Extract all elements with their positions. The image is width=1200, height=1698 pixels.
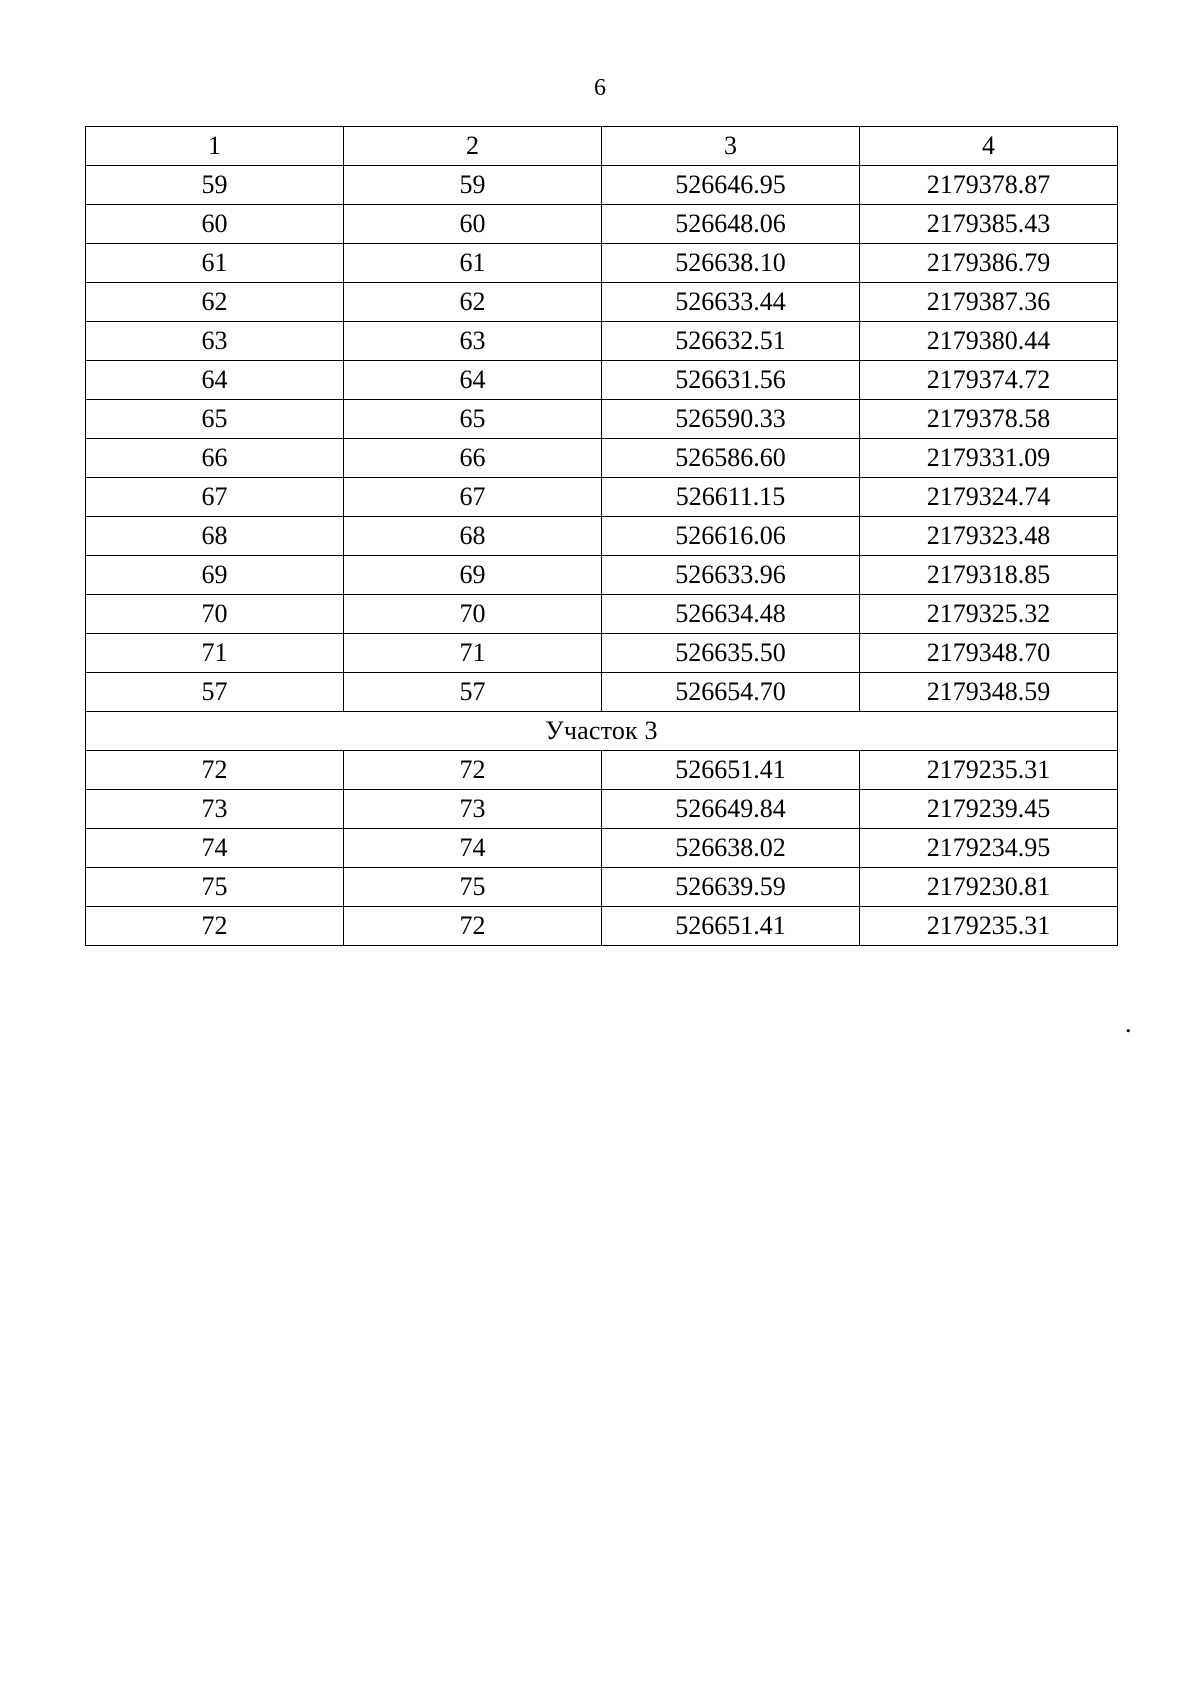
table-cell-col-1: 65 <box>86 400 344 439</box>
table-cell-col-2: 61 <box>344 244 602 283</box>
table-cell-col-2: 63 <box>344 322 602 361</box>
table-cell-col-4: 2179348.59 <box>860 673 1118 712</box>
table-row <box>86 478 1118 517</box>
table-row <box>86 907 1118 946</box>
table-cell-col-4: 2179323.48 <box>860 517 1118 556</box>
table-cell-col-4: 2179374.72 <box>860 361 1118 400</box>
table-cell-col-4: 2179331.09 <box>860 439 1118 478</box>
table-cell-col-3: 526639.59 <box>602 868 860 907</box>
table-cell-col-4: 2179230.81 <box>860 868 1118 907</box>
table-row <box>86 868 1118 907</box>
table-row <box>86 205 1118 244</box>
table-row <box>86 283 1118 322</box>
table-cell-col-3: 526638.10 <box>602 244 860 283</box>
table-cell-col-3: 526654.70 <box>602 673 860 712</box>
table-cell-col-2: 69 <box>344 556 602 595</box>
header-cell-4: 4 <box>860 127 1118 166</box>
table-cell-col-1: 73 <box>86 790 344 829</box>
table-cell-col-1: 64 <box>86 361 344 400</box>
table-cell-col-1: 59 <box>86 166 344 205</box>
table-cell-col-4: 2179324.74 <box>860 478 1118 517</box>
table-cell-col-1: 74 <box>86 829 344 868</box>
table-row <box>86 322 1118 361</box>
table-cell-col-4: 2179325.32 <box>860 595 1118 634</box>
table-cell-col-4: 2179235.31 <box>860 907 1118 946</box>
table-cell-col-1: 62 <box>86 283 344 322</box>
table-cell-col-1: 70 <box>86 595 344 634</box>
table-cell-col-4: 2179348.70 <box>860 634 1118 673</box>
table-cell-col-1: 66 <box>86 439 344 478</box>
table-cell-col-2: 60 <box>344 205 602 244</box>
table-cell-col-2: 62 <box>344 283 602 322</box>
table-cell-col-1: 60 <box>86 205 344 244</box>
table-cell-col-2: 73 <box>344 790 602 829</box>
table-cell-col-2: 59 <box>344 166 602 205</box>
table-cell-col-1: 68 <box>86 517 344 556</box>
table-cell-col-1: 63 <box>86 322 344 361</box>
table-cell-col-2: 66 <box>344 439 602 478</box>
table-row <box>86 595 1118 634</box>
table-cell-col-1: 71 <box>86 634 344 673</box>
table-cell-col-3: 526651.41 <box>602 907 860 946</box>
table-cell-col-1: 67 <box>86 478 344 517</box>
table-cell-col-1: 75 <box>86 868 344 907</box>
table-cell-col-1: 57 <box>86 673 344 712</box>
table-cell-col-3: 526638.02 <box>602 829 860 868</box>
table-row <box>86 790 1118 829</box>
table-cell-col-1: 72 <box>86 751 344 790</box>
table-cell-col-1: 69 <box>86 556 344 595</box>
table-cell-col-4: 2179378.58 <box>860 400 1118 439</box>
table-cell-col-2: 75 <box>344 868 602 907</box>
table-cell-col-4: 2179239.45 <box>860 790 1118 829</box>
table-cell-col-3: 526633.96 <box>602 556 860 595</box>
table-row <box>86 829 1118 868</box>
table-row <box>86 361 1118 400</box>
table-cell-col-4: 2179378.87 <box>860 166 1118 205</box>
table-cell-col-3: 526611.15 <box>602 478 860 517</box>
table-cell-col-3: 526649.84 <box>602 790 860 829</box>
coordinates-table <box>85 126 1118 946</box>
table-cell-col-4: 2179386.79 <box>860 244 1118 283</box>
table-cell-col-4: 2179380.44 <box>860 322 1118 361</box>
table-cell-col-4: 2179235.31 <box>860 751 1118 790</box>
table-cell-col-2: 70 <box>344 595 602 634</box>
table-cell-col-3: 526616.06 <box>602 517 860 556</box>
table-row <box>86 166 1118 205</box>
section-label: Участок 3 <box>86 712 1118 751</box>
table-row <box>86 673 1118 712</box>
table-cell-col-3: 526635.50 <box>602 634 860 673</box>
table-row <box>86 439 1118 478</box>
table-cell-col-4: 2179385.43 <box>860 205 1118 244</box>
table-cell-col-4: 2179234.95 <box>860 829 1118 868</box>
table-cell-col-3: 526590.33 <box>602 400 860 439</box>
table-cell-col-4: 2179387.36 <box>860 283 1118 322</box>
table-cell-col-2: 74 <box>344 829 602 868</box>
section-row <box>86 712 1118 751</box>
table-cell-col-3: 526631.56 <box>602 361 860 400</box>
table-row <box>86 751 1118 790</box>
table-cell-col-3: 526632.51 <box>602 322 860 361</box>
table-cell-col-2: 68 <box>344 517 602 556</box>
table-cell-col-4: 2179318.85 <box>860 556 1118 595</box>
table-row <box>86 556 1118 595</box>
table-header-row <box>86 127 1118 166</box>
table-cell-col-2: 67 <box>344 478 602 517</box>
table-cell-col-3: 526634.48 <box>602 595 860 634</box>
header-cell-2: 2 <box>344 127 602 166</box>
header-cell-1: 1 <box>86 127 344 166</box>
table-cell-col-1: 72 <box>86 907 344 946</box>
table-cell-col-2: 71 <box>344 634 602 673</box>
table-cell-col-3: 526586.60 <box>602 439 860 478</box>
coordinates-table-body <box>86 127 1118 946</box>
table-cell-col-3: 526651.41 <box>602 751 860 790</box>
table-cell-col-3: 526646.95 <box>602 166 860 205</box>
table-cell-col-3: 526633.44 <box>602 283 860 322</box>
table-row <box>86 517 1118 556</box>
table-cell-col-2: 72 <box>344 751 602 790</box>
table-row <box>86 634 1118 673</box>
table-row <box>86 244 1118 283</box>
table-cell-col-2: 57 <box>344 673 602 712</box>
trailing-period: . <box>1125 1009 1132 1038</box>
table-row <box>86 400 1118 439</box>
table-cell-col-3: 526648.06 <box>602 205 860 244</box>
table-cell-col-2: 72 <box>344 907 602 946</box>
table-cell-col-1: 61 <box>86 244 344 283</box>
table-cell-col-2: 64 <box>344 361 602 400</box>
header-cell-3: 3 <box>602 127 860 166</box>
table-cell-col-2: 65 <box>344 400 602 439</box>
page-number: 6 <box>594 75 606 101</box>
